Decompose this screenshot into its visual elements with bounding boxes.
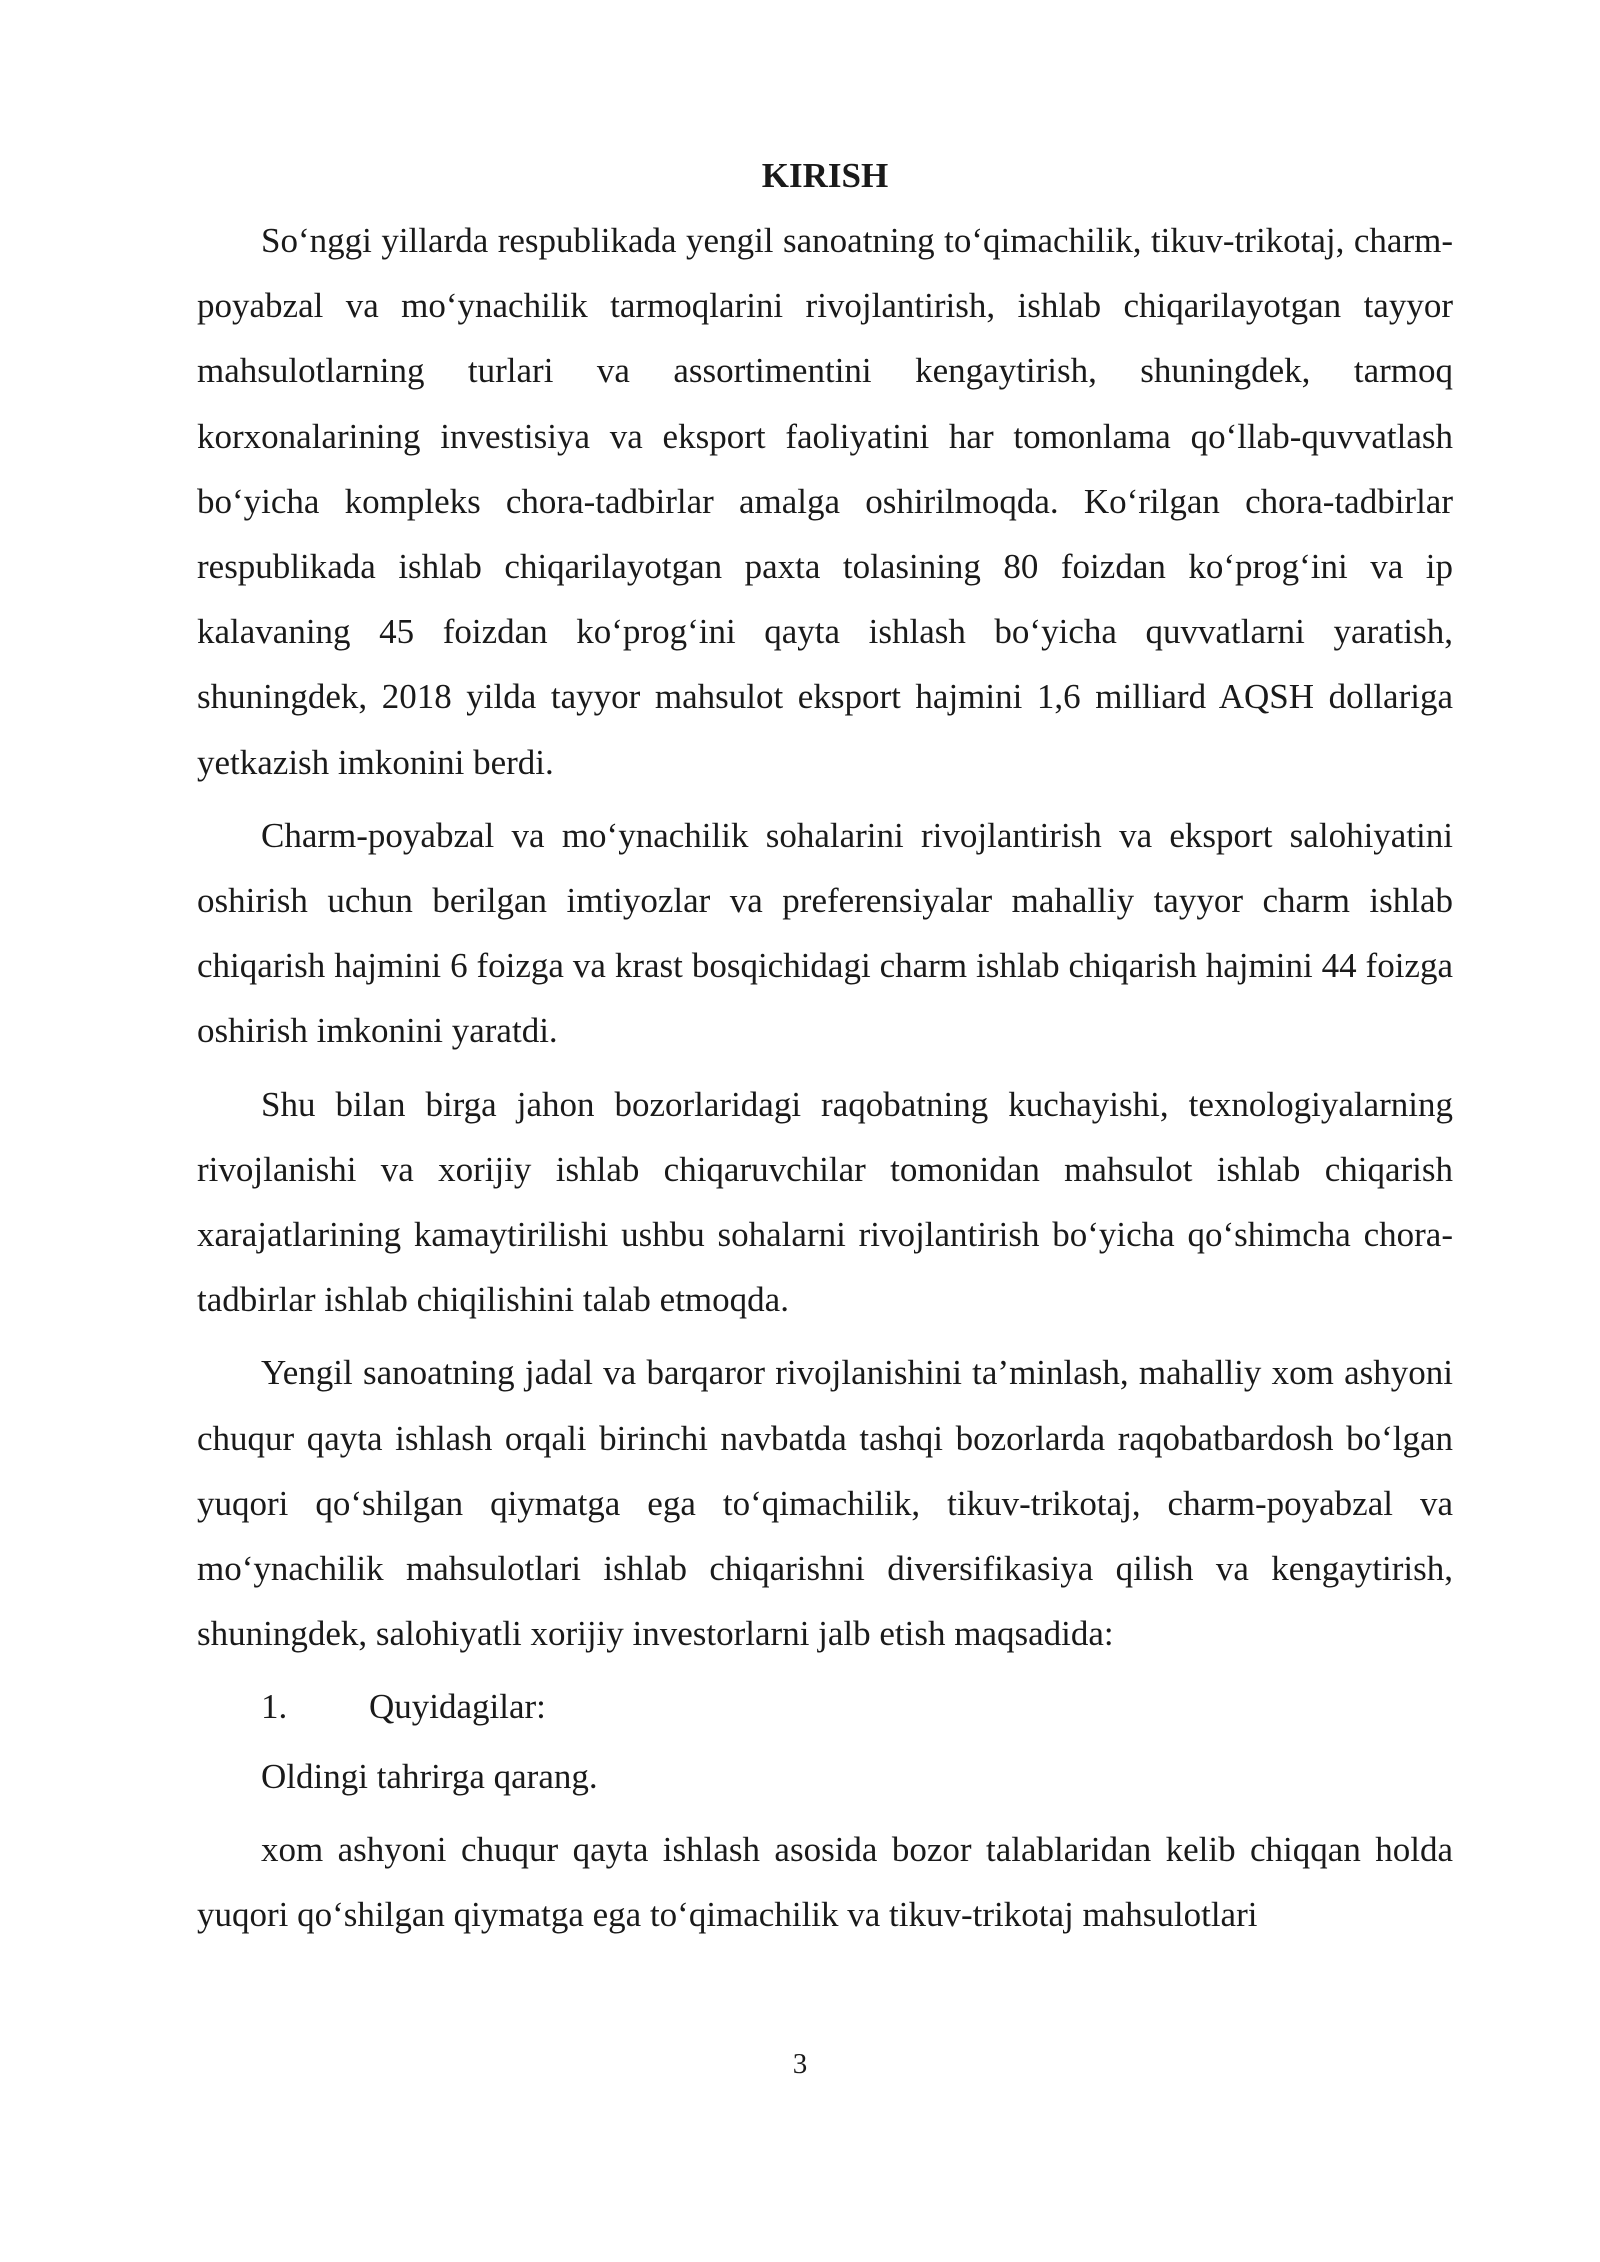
paragraph-leather: Charm-poyabzal va mo‘ynachilik sohalarini rivojlantirish va eksport salohiyatini oshirish uchun berilgan imtiyozlar va preferensiyalar mahalliy tayyor charm ishlab chiqarish hajmini 6 foizga va krast bosqichidagi charm ishlab chiqarish hajmini 44 foizga oshirish imkonini yaratdi.	[197, 815, 1453, 1051]
paragraph-purpose: Yengil sanoatning jadal va barqaror rivojlanishini ta’minlash, mahalliy xom ashyoni chuqur qayta ishlash orqali birinchi navbatda tashqi bozorlarda raqobatbardosh bo‘lgan yuqori qo‘shilgan qiymatga ega to‘qimachilik, tikuv-trikotaj, charm-poyabzal va mo‘ynachilik mahsulotlari ishlab chiqarishni diversifikasiya qilish va kengaytirish, shuningdek, salohiyatli xorijiy investorlarni jalb etish maqsadida:	[197, 1353, 1453, 1654]
paragraph-raw-materials: xom ashyoni chuqur qayta ishlash asosida bozor talablaridan kelib chiqqan holda yuqori qo‘shilgan qiymatga ega to‘qimachilik va tikuv-trikotaj mahsulotlari	[197, 1829, 1453, 1935]
list-item-number: 1.	[261, 1687, 288, 1727]
list-item	[197, 1674, 1453, 1739]
note-previous-edition: Oldingi tahrirga qarang.	[261, 1756, 598, 1796]
paragraph-intro: So‘nggi yillarda respublikada yengil sanoatning to‘qimachilik, tikuv-trikotaj, charm-poyabzal va mo‘ynachilik tarmoqlarini rivojlantirish, ishlab chiqarilayotgan tayyor mahsulotlarning turlari va assortimentini kengaytirish, shuningdek, tarmoq korxonalarining investisiya va eksport faoliyatini har tomonlama qo‘llab-quvvatlash bo‘yicha kompleks chora-tadbirlar amalga oshirilmoqda. Ko‘rilgan chora-tadbirlar respublikada ishlab chiqarilayotgan paxta tolasining 80 foizdan ko‘prog‘ini va ip kalavaning 45 foizdan ko‘prog‘ini qayta ishlash bo‘yicha quvvatlarni yaratish, shuningdek, 2018 yilda tayyor mahsulot eksport hajmini 1,6 milliard AQSH dollariga yetkazish imkonini berdi.	[197, 221, 1453, 782]
page-content	[197, 150, 1453, 1955]
paragraph-competition: Shu bilan birga jahon bozorlaridagi raqobatning kuchayishi, texnologiyalarning rivojlanishi va xorijiy ishlab chiqaruvchilar tomonidan mahsulot ishlab chiqarish xarajatlarining kamaytirilishi ushbu sohalarni rivojlantirish bo‘yicha qo‘shimcha chora-tadbirlar ishlab chiqilishini talab etmoqda.	[197, 1084, 1453, 1320]
page-number: 3	[792, 2048, 808, 2080]
list-item-text: Quyidagilar:	[369, 1687, 546, 1727]
section-title: KIRISH	[761, 156, 889, 195]
